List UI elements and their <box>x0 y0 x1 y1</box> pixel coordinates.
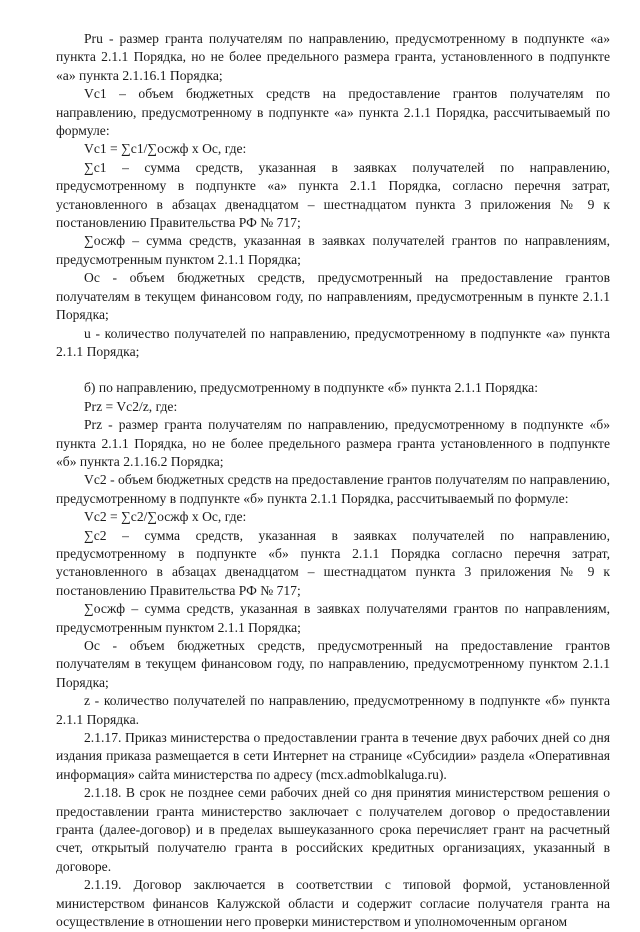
paragraph-2-1-18: 2.1.18. В срок не позднее семи рабочих дней со дня принятия министерством решения о предоставлении гранта министерство заключает с получателем договор о предоставлении гранта (далее-договор) и в пределах вышеуказанного срока перечисляет грант на расчетный счет, открытый получателю гранта в российских кредитных организациях, указанный в договоре. <box>56 785 610 874</box>
paragraph-pru-definition: Pru - размер гранта получателям по направлению, предусмотренному в подпункте «а» пункта 2.1.1 Порядка, но не более предельного размера гранта, установленного в подпункте «а» пункта 2.1.16.1 Порядка; <box>56 31 610 83</box>
formula-prz: Prz = Vc2/z, где: <box>84 398 178 414</box>
paragraph-u-count: u - количество получателей по направлению, предусмотренному в подпункте «а» пункта 2.1.1 Порядка; <box>56 325 610 359</box>
paragraph-vc2-definition: Vc2 - объем бюджетных средств на предоставление грантов получателям по направлению, предусмотренному в подпункте «б» пункта 2.1.1 Порядка, рассчитываемый по формуле: <box>56 472 610 506</box>
paragraph-sum-oszhf-b: ∑осжф – сумма средств, указанная в заявках получателями грантов по направлениям, предусмотренным пунктом 2.1.1 Порядка; <box>56 601 610 635</box>
formula-vc1: Vc1 = ∑c1/∑осжф x Oc, где: <box>84 141 247 157</box>
paragraph-2-1-19: 2.1.19. Договор заключается в соответствии с типовой формой, установленной министерством финансов Калужской области и содержит согласие получателя гранта на осуществление в отношении него проверки министерством и уполномоченным органом <box>56 877 610 930</box>
paragraph-prz-definition: Prz - размер гранта получателям по направлению, предусмотренному в подпункте «б» пункта 2.1.1 Порядка, но не более предельного размера гранта установленного в подпункте «б» пункта 2.1.16.2 Порядка; <box>56 417 610 469</box>
paragraph-2-1-17: 2.1.17. Приказ министерства о предоставлении гранта в течение двух рабочих дней со дня издания приказа размещается в сети Интернет на странице «Субсидии» раздела «Оперативная информация» сайта министерства по адресу (mcx.admoblkaluga.ru). <box>56 730 610 782</box>
paragraph-z-count: z - количество получателей по направлению, предусмотренному в подпункте «б» пункта 2.1.1 Порядка. <box>56 693 610 727</box>
paragraph-spacer <box>56 361 610 379</box>
paragraph-oc-a: Oc - объем бюджетных средств, предусмотренный на предоставление грантов получателям в текущем финансовом году, по направлениям, предусмотренным в пункте 2.1.1 Порядка; <box>56 270 610 323</box>
paragraph-oc-b: Oc - объем бюджетных средств, предусмотренный на предоставление грантов получателям в текущем финансовом году, по направлению, предусмотренному пунктом 2.1.1 Порядка; <box>56 638 610 690</box>
paragraph-sum-c2: ∑c2 – сумма средств, указанная в заявках получателей по направлению, предусмотренному в подпункте «б» пункта 2.1.1 Порядка согласно перечня затрат, установленного в абзацах двенадцатом – шестнадцатом пункта 3 приложения № 9 к постановлению Правительства РФ № 717; <box>56 527 610 598</box>
formula-vc2: Vc2 = ∑c2/∑осжф x Oc, где: <box>84 509 247 525</box>
paragraph-direction-b: б) по направлению, предусмотренному в подпункте «б» пункта 2.1.1 Порядка: <box>84 380 538 396</box>
document-body <box>56 30 610 932</box>
paragraph-vc1-definition: Vc1 – объем бюджетных средств на предоставление грантов получателям по направлению, предусмотренному в подпункте «а» пункта 2.1.1 Порядка, рассчитываемый по формуле: <box>56 86 610 139</box>
paragraph-sum-oszhf-a: ∑осжф – сумма средств, указанная в заявках получателей грантов по направлениям, предусмотренным пунктом 2.1.1 Порядка; <box>56 233 610 267</box>
paragraph-sum-c1: ∑c1 – сумма средств, указанная в заявках получателей по направлению, предусмотренному в подпункте «а» пункта 2.1.1 Порядка, согласно перечня затрат, установленного в абзацах двенадцатом – шестнадцатом пункта 3 приложения № 9 к постановлению Правительства РФ № 717; <box>56 159 610 231</box>
